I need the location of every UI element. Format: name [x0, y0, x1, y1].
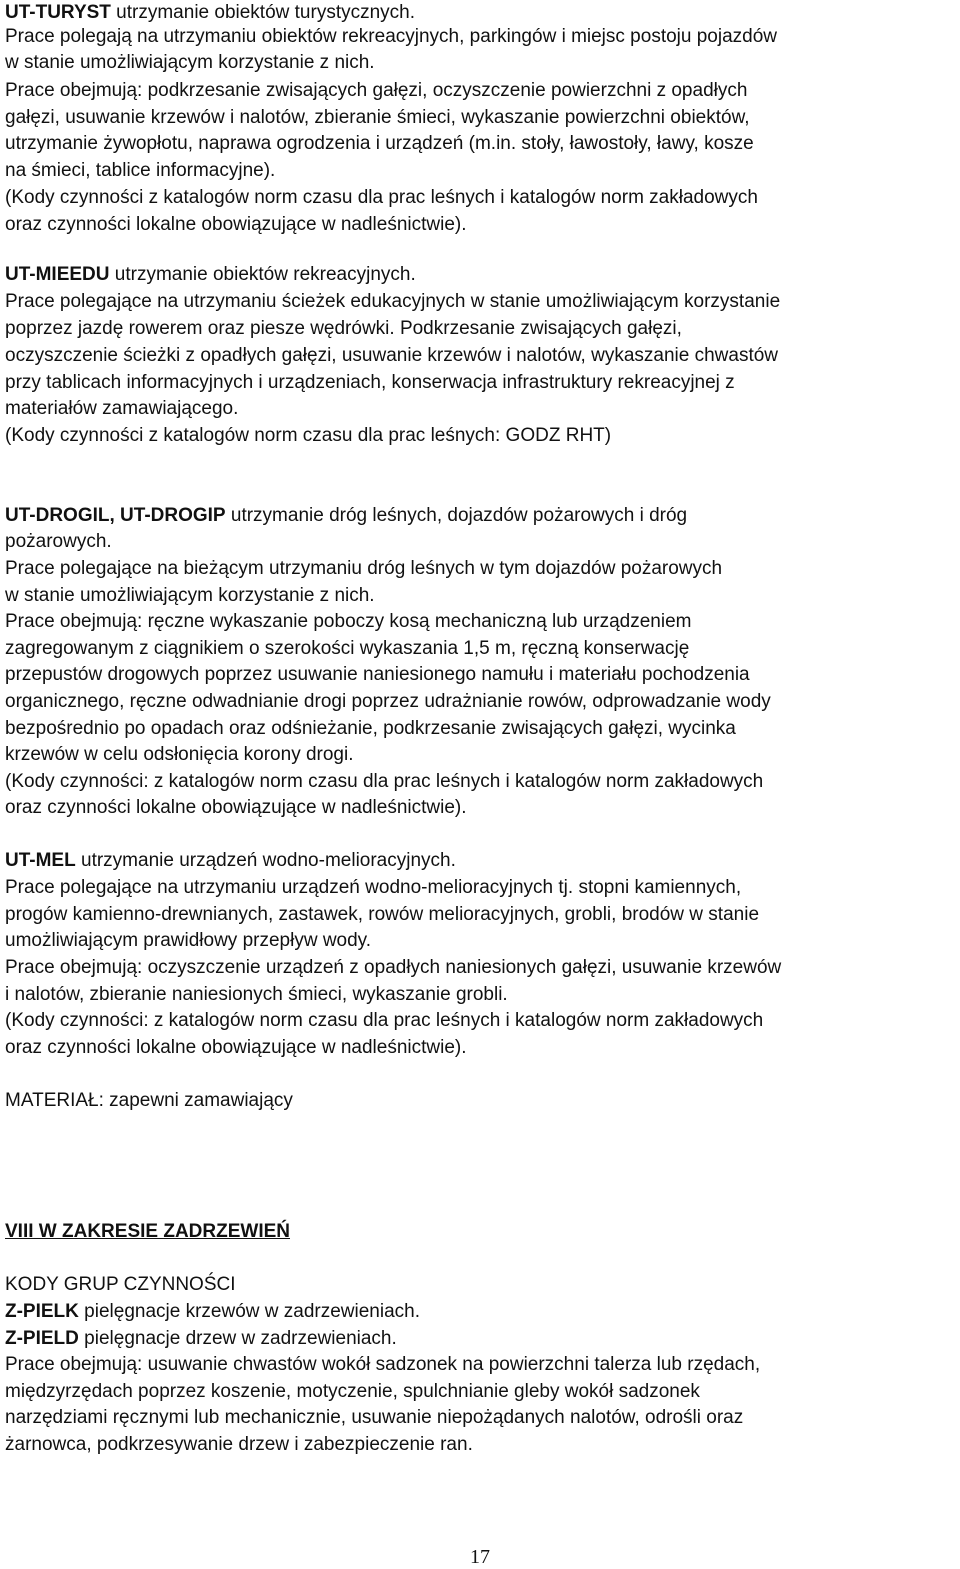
paragraph-line: oczyszczenie ścieżki z opadłych gałęzi, usuwanie krzewów i nalotów, wykaszanie chwastów: [5, 345, 779, 366]
paragraph-line: bezpośrednio po opadach oraz odśnieżanie, podkrzesanie zwisających gałęzi, wycinka: [5, 718, 736, 739]
paragraph-line: gałęzi, usuwanie krzewów i nalotów, zbieranie śmieci, wykaszanie powierzchni obiektów,: [5, 107, 750, 128]
paragraph-line: materiałów zamawiającego.: [5, 398, 239, 419]
paragraph-line: Prace obejmują: podkrzesanie zwisających gałęzi, oczyszczenie powierzchni z opadłych: [5, 80, 748, 101]
section-title: utrzymanie obiektów rekreacyjnych.: [109, 264, 416, 285]
paragraph-line: w stanie umożliwiającym korzystanie z nich.: [5, 585, 375, 606]
paragraph-line: narzędziami ręcznymi lub mechanicznie, usuwanie niepożądanych nalotów, odrośli oraz: [5, 1407, 744, 1428]
group-z-pield: [5, 1328, 397, 1350]
group-z-pielk: [5, 1301, 420, 1323]
section-title-cont: pożarowych.: [5, 531, 112, 552]
paragraph-line: Prace obejmują: usuwanie chwastów wokół sadzonek na powierzchni talerza lub rzędach,: [5, 1354, 761, 1375]
paragraph-line: (Kody czynności: z katalogów norm czasu dla prac leśnych i katalogów norm zakładowych: [5, 771, 764, 792]
section-code: UT-DROGIL, UT-DROGIP: [5, 505, 226, 526]
paragraph-line: poprzez jazdę rowerem oraz piesze wędrówki. Podkrzesanie zwisających gałęzi,: [5, 318, 682, 339]
paragraph-line: żarnowca, podkrzesywanie drzew i zabezpieczenie ran.: [5, 1434, 473, 1455]
paragraph-line: umożliwiającym prawidłowy przepływ wody.: [5, 930, 372, 951]
paragraph-line: w stanie umożliwiającym korzystanie z nich.: [5, 52, 375, 73]
section-code: UT-TURYST: [5, 2, 111, 23]
chapter-heading: VIII W ZAKRESIE ZADRZEWIEŃ: [5, 1221, 290, 1242]
section-heading-ut-mel: [5, 850, 456, 872]
paragraph-line: oraz czynności lokalne obowiązujące w nadleśnictwie).: [5, 797, 467, 818]
paragraph-line: organicznego, ręczne odwadnianie drogi poprzez udrażnianie rowów, odprowadzanie wody: [5, 691, 771, 712]
paragraph-line: (Kody czynności: z katalogów norm czasu dla prac leśnych i katalogów norm zakładowych: [5, 1010, 764, 1031]
section-heading-ut-turyst: [5, 2, 415, 24]
paragraph-line: Prace polegające na utrzymaniu urządzeń wodno-melioracyjnych tj. stopni kamiennych,: [5, 877, 742, 898]
paragraph-line: Prace polegające na bieżącym utrzymaniu dróg leśnych w tym dojazdów pożarowych: [5, 558, 723, 579]
section-title: utrzymanie urządzeń wodno-melioracyjnych.: [75, 850, 456, 871]
section-title: utrzymanie dróg leśnych, dojazdów pożarowych i dróg: [225, 505, 688, 526]
paragraph-line: progów kamienno-drewnianych, zastawek, rowów melioracyjnych, grobli, brodów w stanie: [5, 904, 760, 925]
paragraph-line: i nalotów, zbieranie naniesionych śmieci, wykaszanie grobli.: [5, 984, 508, 1005]
section-code: UT-MEL: [5, 850, 76, 871]
page-number: 17: [470, 1546, 490, 1568]
section-heading-ut-drogil: [5, 505, 687, 527]
paragraph-line: oraz czynności lokalne obowiązujące w nadleśnictwie).: [5, 214, 467, 235]
paragraph-line: (Kody czynności z katalogów norm czasu dla prac leśnych: GODZ RHT): [5, 425, 612, 446]
group-code: Z-PIELD: [5, 1328, 79, 1349]
paragraph-line: międzyrzędach poprzez koszenie, motyczenie, spulchnianie gleby wokół sadzonek: [5, 1381, 700, 1402]
paragraph-line: (Kody czynności z katalogów norm czasu dla prac leśnych i katalogów norm zakładowych: [5, 187, 758, 208]
paragraph-line: Prace polegające na utrzymaniu ścieżek edukacyjnych w stanie umożliwiającym korzystanie: [5, 291, 781, 312]
section-code: UT-MIEEDU: [5, 264, 110, 285]
group-codes-label: KODY GRUP CZYNNOŚCI: [5, 1274, 236, 1295]
paragraph-line: na śmieci, tablice informacyjne).: [5, 160, 276, 181]
paragraph-line: przy tablicach informacyjnych i urządzeniach, konserwacja infrastruktury rekreacyjnej z: [5, 372, 735, 393]
group-code: Z-PIELK: [5, 1301, 79, 1322]
paragraph-line: zagregowanym z ciągnikiem o szerokości wykaszania 1,5 m, ręczną konserwację: [5, 638, 690, 659]
paragraph-line: Prace polegają na utrzymaniu obiektów rekreacyjnych, parkingów i miejsc postoju pojazdów: [5, 26, 778, 47]
paragraph-line: Prace obejmują: ręczne wykaszanie poboczy kosą mechaniczną lub urządzeniem: [5, 611, 692, 632]
paragraph-line: Prace obejmują: oczyszczenie urządzeń z opadłych naniesionych gałęzi, usuwanie krzewów: [5, 957, 782, 978]
paragraph-line: utrzymanie żywopłotu, naprawa ogrodzenia i urządzeń (m.in. stoły, ławostoły, ławy, kosze: [5, 133, 754, 154]
group-title: pielęgnacje krzewów w zadrzewieniach.: [78, 1301, 420, 1322]
paragraph-line: krzewów w celu odsłonięcia korony drogi.: [5, 744, 354, 765]
section-title: utrzymanie obiektów turystycznych.: [110, 2, 416, 23]
paragraph-line: przepustów drogowych poprzez usuwanie naniesionego namułu i materiału pochodzenia: [5, 664, 750, 685]
group-title: pielęgnacje drzew w zadrzewieniach.: [78, 1328, 397, 1349]
section-heading-ut-mieedu: [5, 264, 416, 286]
material-note: MATERIAŁ: zapewni zamawiający: [5, 1090, 293, 1111]
paragraph-line: oraz czynności lokalne obowiązujące w nadleśnictwie).: [5, 1037, 467, 1058]
